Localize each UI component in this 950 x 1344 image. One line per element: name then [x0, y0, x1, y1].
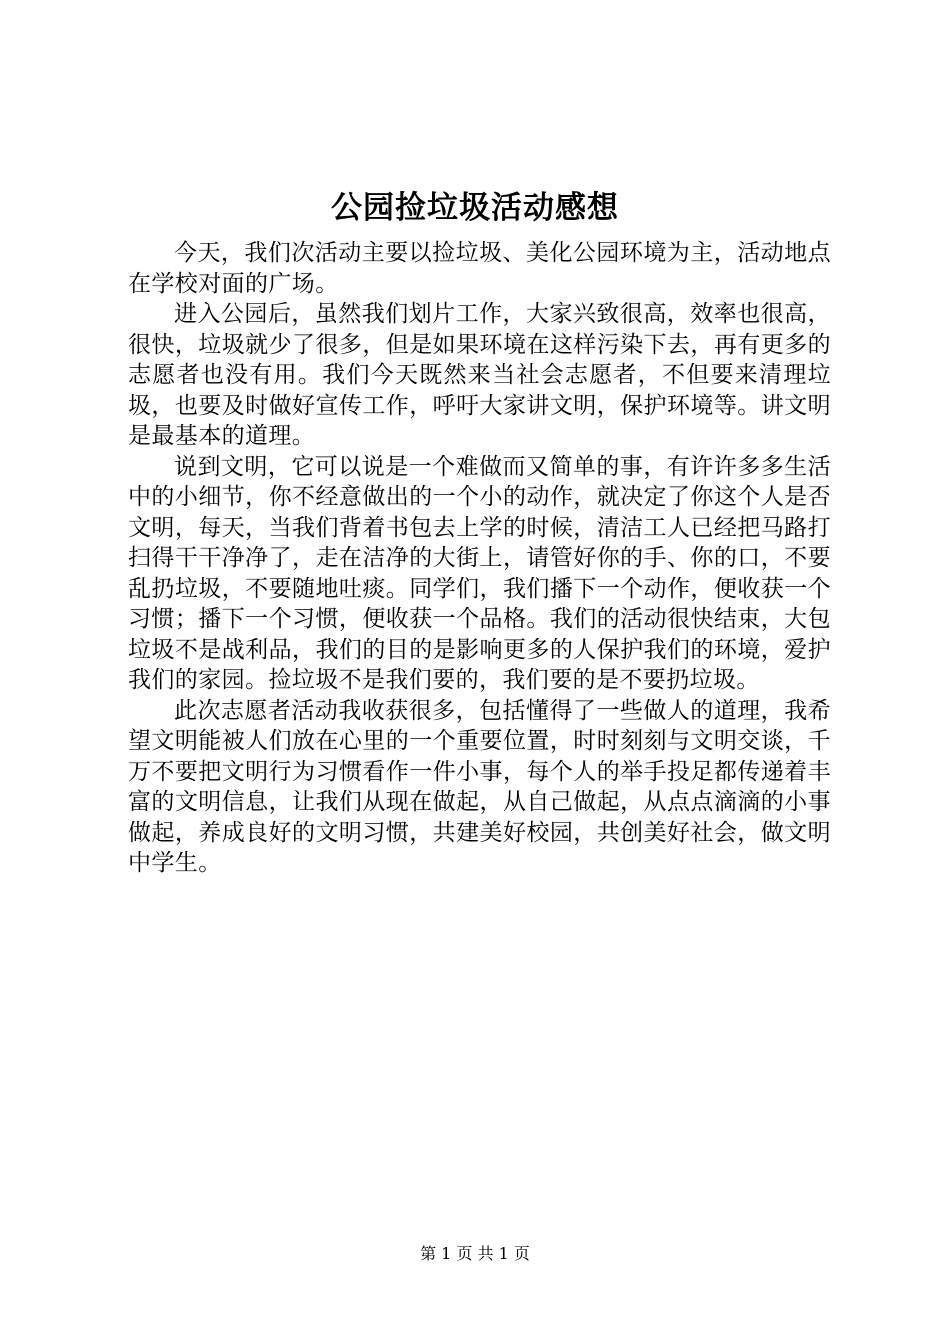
- paragraph-4: 此次志愿者活动我收获很多，包括懂得了一些做人的道理，我希望文明能被人们放在心里的一个重要位置，时时刻刻与文明交谈，千万不要把文明行为习惯看作一件小事，每个人的举手投足都传递着丰富的文明信息，让我们从现在做起，从自己做起，从点点滴滴的小事做起，养成良好的文明习惯，共建美好校园，共创美好社会，做文明中学生。: [128, 697, 831, 876]
- paragraph-3: 说到文明，它可以说是一个难做而又简单的事，有许许多多生活中的小细节，你不经意做出的一个小的动作，就决定了你这个人是否文明，每天，当我们背着书包去上学的时候，清洁工人已经把马路打扫得干干净净了，走在洁净的大街上，请管好你的手、你的口，不要乱扔垃圾，不要随地吐痰。同学们，我们播下一个动作，便收获一个习惯；播下一个习惯，便收获一个品格。我们的活动很快结束，大包垃圾不是战利品，我们的目的是影响更多的人保护我们的环境，爱护我们的家园。捡垃圾不是我们要的，我们要的是不要扔垃圾。: [128, 453, 831, 693]
- document-body: [128, 238, 831, 879]
- document-title: 公园捡垃圾活动感想: [331, 190, 619, 226]
- paragraph-1: 今天，我们次活动主要以捡垃圾、美化公园环境为主，活动地点在学校对面的广场。: [128, 240, 831, 297]
- paragraph-2: 进入公园后，虽然我们划片工作，大家兴致很高，效率也很高，很快，垃圾就少了很多，但是如果环境在这样污染下去，再有更多的志愿者也没有用。我们今天既然来当社会志愿者，不但要来清理垃圾，也要及时做好宣传工作，呼吁大家讲文明，保护环境等。讲文明是最基本的道理。: [128, 301, 831, 449]
- page-footer: 第 1 页 共 1 页: [420, 1244, 530, 1263]
